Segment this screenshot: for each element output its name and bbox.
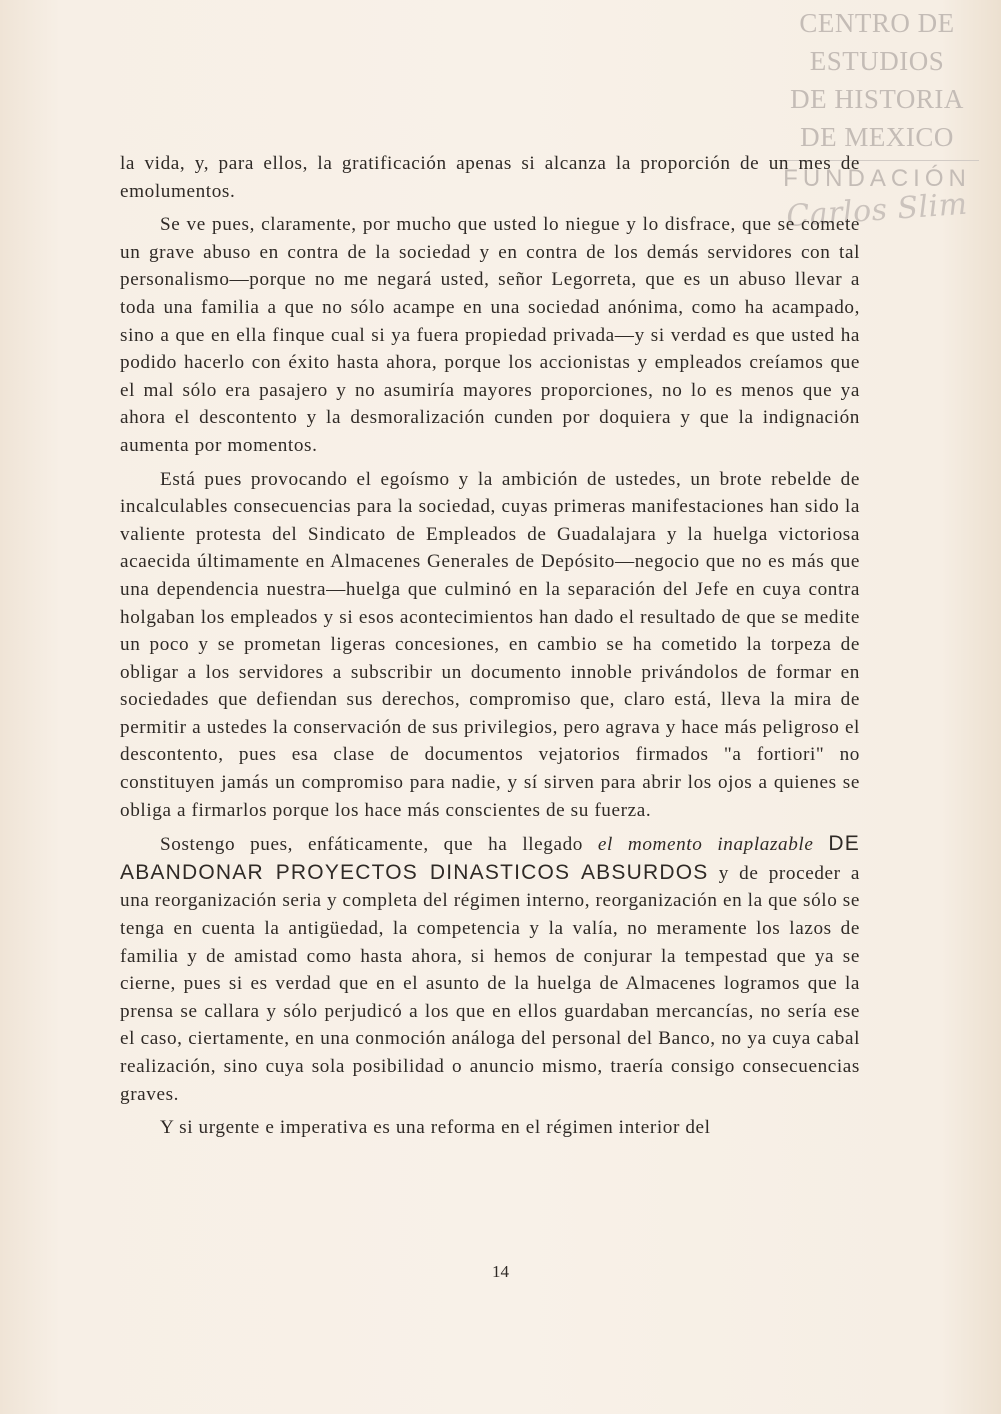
paragraph-4-caps: DE ABANDONAR PROYECTOS DINASTICOS ABSURDOS bbox=[120, 832, 860, 884]
watermark-line-3: DE HISTORIA bbox=[790, 84, 964, 114]
watermark-line-1: CENTRO DE bbox=[799, 8, 955, 38]
body-text bbox=[120, 150, 860, 1148]
paragraph-5: Y si urgente e imperativa es una reforma en el régimen interior del bbox=[160, 1117, 711, 1139]
paragraph-4-end: y de proceder a una reorganización seria y completa del régimen interno, reorganización en la que sólo se tenga en cuenta la antigüedad, la competencia y la valía, no meramente los lazos de familia y de amistad como hasta ahora, si hemos de conjurar la tempestad que ya se cierne, pues si es verdad que en el asunto de la huelga de Almacenes logramos que la prensa se callara y sólo perjudicó a los que en ellos guardaban mercancías, no sería ese el caso, ciertamente, en una conmoción análoga del personal del Banco, no ya cuya cabal realización, sino cuya sola posibilidad o anuncio mismo, traería consigo consecuencias graves. bbox=[120, 862, 860, 1105]
paragraph-1: la vida, y, para ellos, la gratificación apenas si alcanza la proporción de un mes de emolumentos. bbox=[120, 153, 860, 202]
paragraph-3: Está pues provocando el egoísmo y la ambición de ustedes, un brote rebelde de incalculables consecuencias para la sociedad, cuyas primeras manifestaciones han sido la valiente protesta del Sindicato de Empleados de Guadalajara y la huelga victoriosa acaecida últimamente en Almacenes Generales de Depósito—negocio que no es más que una dependencia nuestra—huelga que culminó en la separación del Jefe en cuya contra holgaban los empleados y si esos acontecimientos han dado el resultado de que se medite un poco y se prometan ligeras concesiones, en cambio se ha cometido la torpeza de obligar a los servidores a subscribir un documento innoble privándolos de formar en sociedades que defiendan sus derechos, compromiso que, claro está, lleva la mira de permitir a ustedes la conservación de sus privilegios, pero agrava y hace más peligroso el descontento, pues esa clase de documentos vejatorios firmados "a fortiori" no constituyen jamás un compromiso para nadie, y sí sirven para abrir los ojos a quienes se obliga a firmarlos porque los hace más conscientes de su fuerza. bbox=[120, 468, 860, 821]
watermark-fundacion: FUNDACIÓN bbox=[783, 165, 971, 192]
watermark-signature: Carlos Slim bbox=[785, 186, 969, 235]
paragraph-2: Se ve pues, claramente, por mucho que usted lo niegue y lo disfrace, que se comete un grave abuso en contra de la sociedad y en contra de los demás servidores con tal personalismo—porque no me negará usted, señor Legorreta, que es un abuso llevar a toda una familia a que no sólo acampe en una sociedad anónima, como ha acampado, sino a que en ella finque cual si ya fuera propiedad privada—y si verdad es que usted ha podido hacerlo con éxito hasta ahora, porque los accionistas y empleados creíamos que el mal sólo era pasajero y no asumiría mayores proporciones, no lo es menos que ya ahora el descontento y la desmoralización cunden por doquiera y que la indignación aumenta por momentos. bbox=[120, 214, 860, 456]
watermark-line-2: ESTUDIOS bbox=[809, 46, 945, 76]
page-number: 14 bbox=[492, 1262, 509, 1281]
paragraph-4-emphasis: el momento inaplazable bbox=[597, 834, 814, 856]
paragraph-4-start: Sostengo pues, enfáticamente, que ha llegado bbox=[160, 834, 598, 856]
paragraph-4 bbox=[120, 830, 860, 1108]
watermark-line-4: DE MEXICO bbox=[800, 122, 954, 152]
